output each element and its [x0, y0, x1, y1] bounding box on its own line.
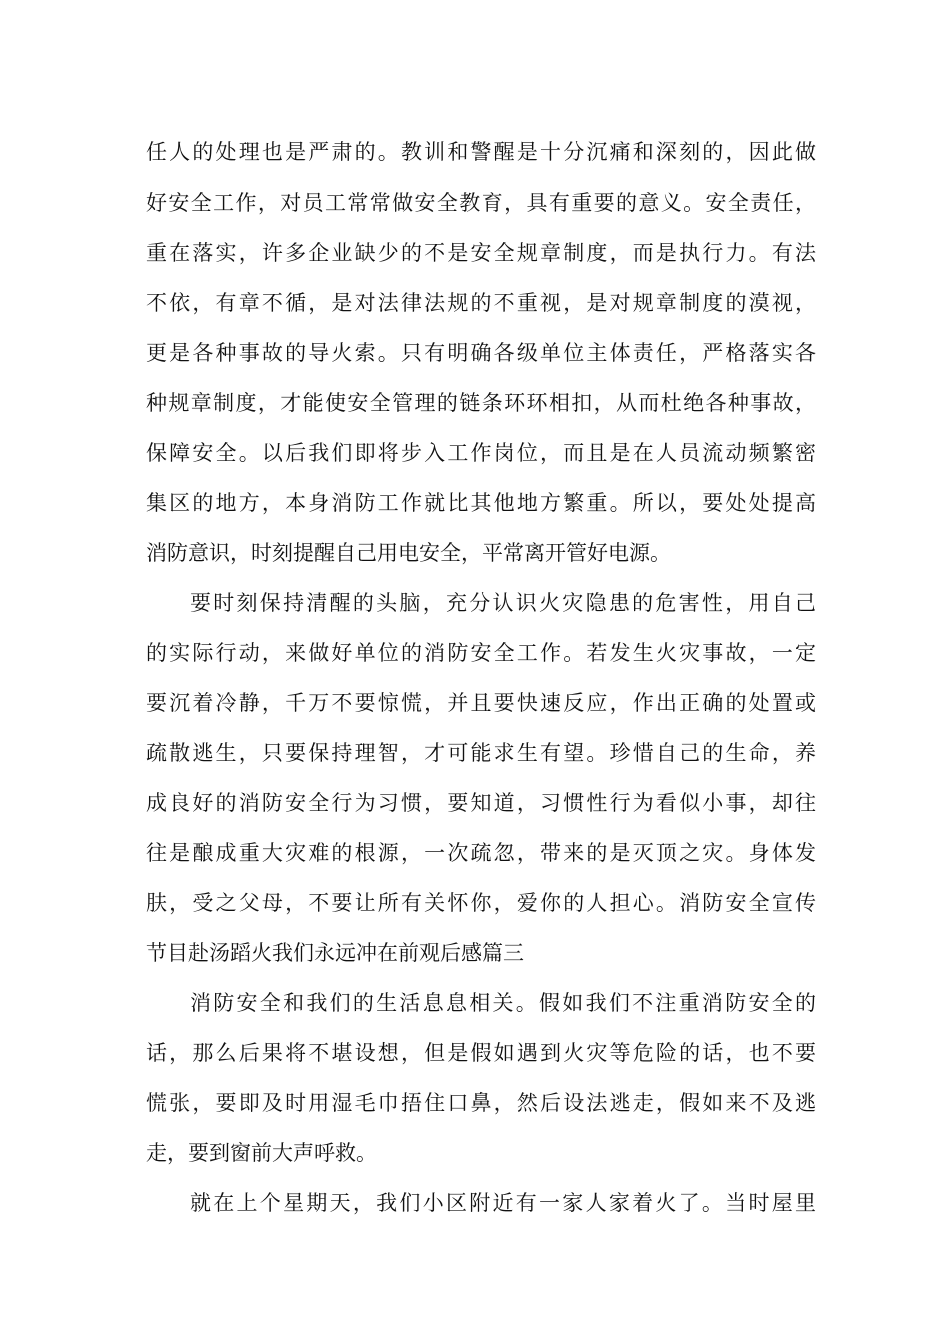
text-line: 更是各种事故的导火索。只有明确各级单位主体责任，严格落实各 — [146, 341, 816, 365]
text-line: 不依，有章不循，是对法律法规的不重视，是对规章制度的漠视， — [146, 291, 816, 315]
text-line: 任人的处理也是严肃的。教训和警醒是十分沉痛和深刻的，因此做 — [146, 140, 816, 164]
text-line: 往是酿成重大灾难的根源，一次疏忽，带来的是灭顶之灾。身体发 — [146, 841, 816, 865]
text-line: 话，那么后果将不堪设想，但是假如遇到火灾等危险的话，也不要 — [146, 1041, 816, 1065]
text-line: 慌张，要即及时用湿毛巾捂住口鼻，然后设法逃走，假如来不及逃 — [146, 1091, 816, 1115]
text-line: 疏散逃生，只要保持理智，才可能求生有望。珍惜自己的生命，养 — [146, 741, 816, 765]
text-line: 集区的地方，本身消防工作就比其他地方繁重。所以，要处处提高 — [146, 491, 816, 515]
text-line: 保障安全。以后我们即将步入工作岗位，而且是在人员流动频繁密 — [146, 441, 816, 465]
paragraph-first-line: 就在上个星期天，我们小区附近有一家人家着火了。当时屋里 — [190, 1191, 816, 1215]
text-line: 种规章制度，才能使安全管理的链条环环相扣，从而杜绝各种事故， — [146, 391, 816, 415]
section-title-line: 节目赴汤蹈火我们永远冲在前观后感篇三 — [146, 941, 524, 965]
text-line: 的实际行动，来做好单位的消防安全工作。若发生火灾事故，一定 — [146, 641, 816, 665]
text-line: 肤，受之父母，不要让所有关怀你，爱你的人担心。消防安全宣传 — [146, 891, 816, 915]
paragraph-first-line: 消防安全和我们的生活息息相关。假如我们不注重消防安全的 — [190, 991, 816, 1015]
text-line: 成良好的消防安全行为习惯，要知道，习惯性行为看似小事，却往 — [146, 791, 816, 815]
text-line: 好安全工作，对员工常常做安全教育，具有重要的意义。安全责任， — [146, 191, 816, 215]
text-line: 要沉着冷静，千万不要惊慌，并且要快速反应，作出正确的处置或 — [146, 691, 816, 715]
text-line: 重在落实，许多企业缺少的不是安全规章制度，而是执行力。有法 — [146, 241, 816, 265]
paragraph-first-line: 要时刻保持清醒的头脑，充分认识火灾隐患的危害性，用自己 — [190, 591, 816, 615]
text-line: 走，要到窗前大声呼救。 — [146, 1141, 377, 1165]
text-line: 消防意识，时刻提醒自己用电安全，平常离开管好电源。 — [146, 541, 671, 565]
